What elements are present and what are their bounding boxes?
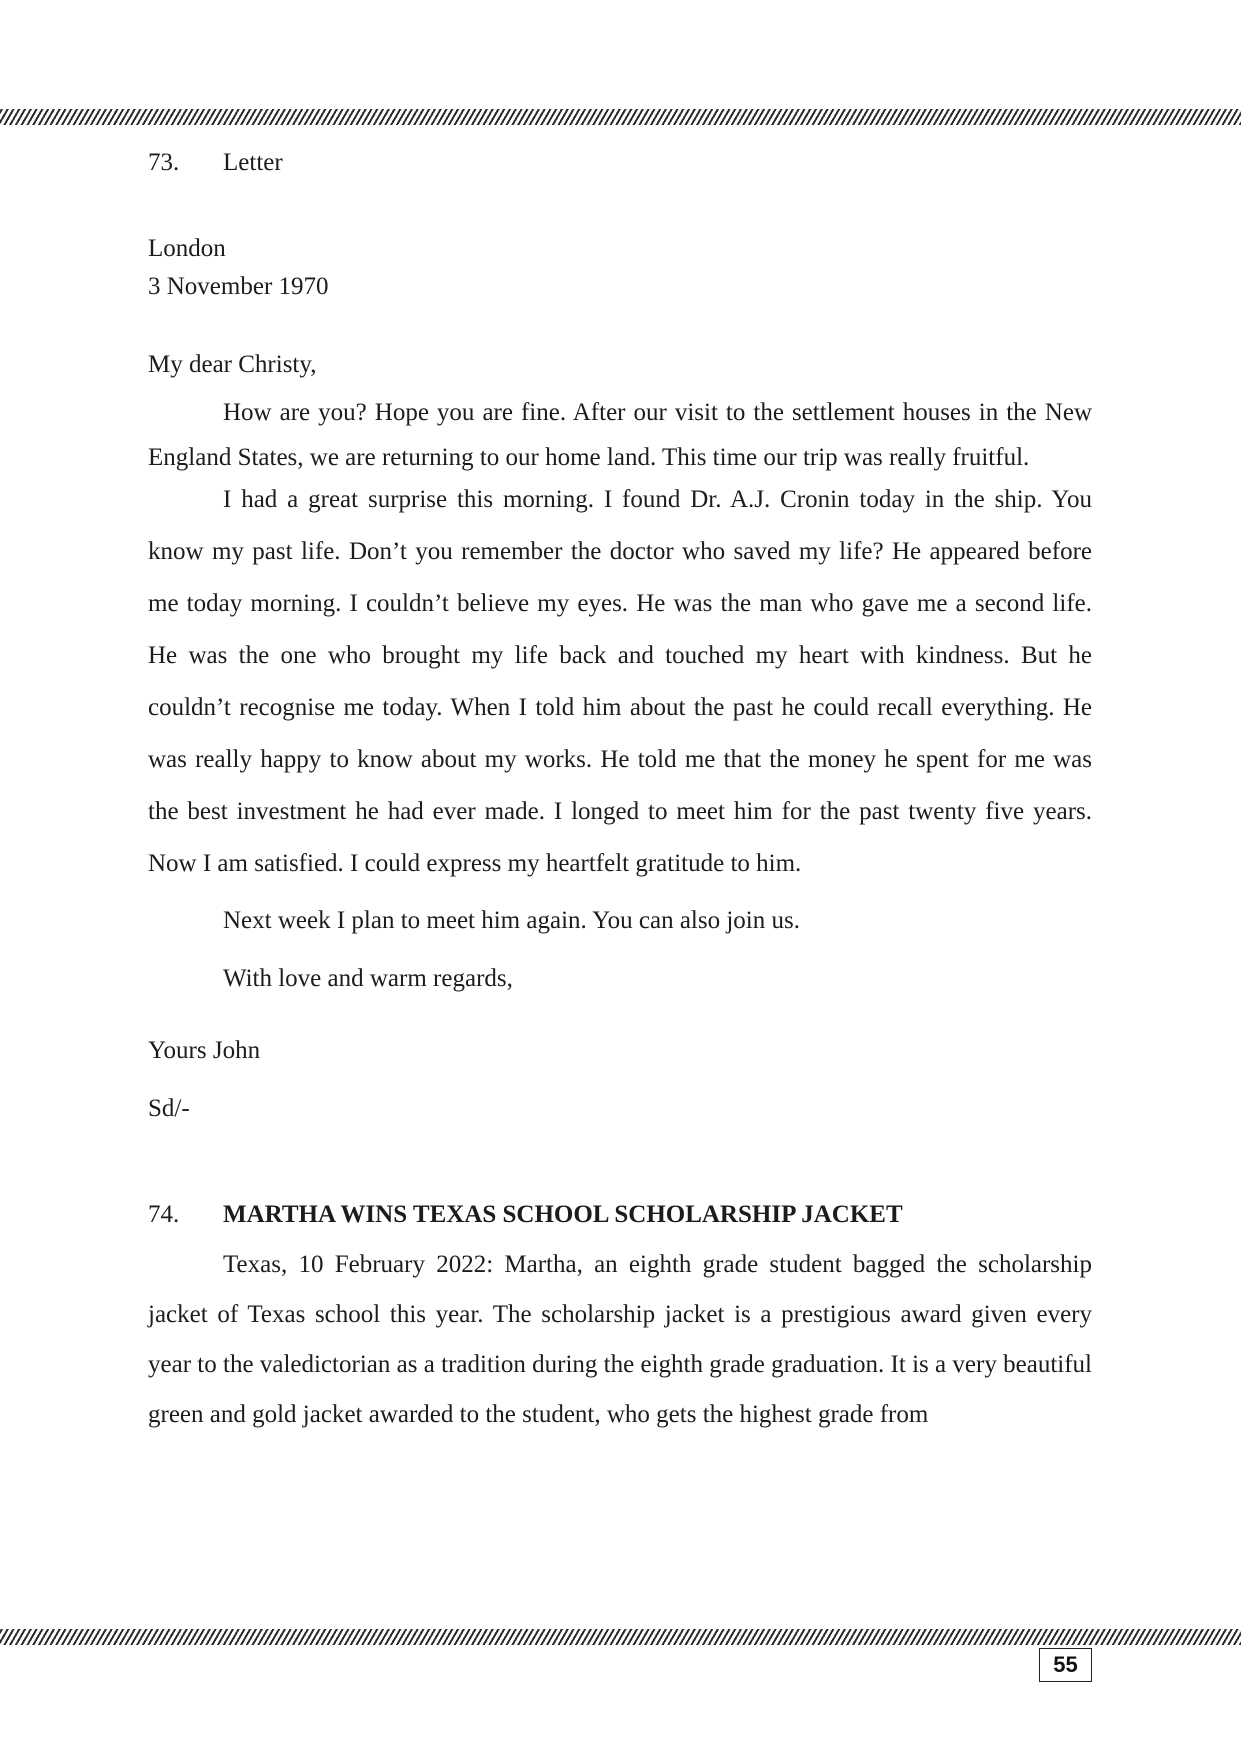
page-content xyxy=(148,144,1092,1440)
top-hatched-rule xyxy=(0,109,1241,125)
letter-place: London xyxy=(148,235,226,262)
page-number: 55 xyxy=(1039,1648,1092,1682)
bottom-hatched-rule xyxy=(0,1629,1241,1645)
letter-signature: Sd/- xyxy=(148,1095,190,1122)
letter-paragraph-1: How are you? Hope you are fine. After our visit to the settlement houses in the New England States, we are returning to our home land. This time our trip was really fruitful. xyxy=(148,399,1092,471)
letter-date: 3 November 1970 xyxy=(148,273,329,300)
section-73-title: Letter xyxy=(223,149,283,176)
letter-paragraph-3: Next week I plan to meet him again. You can also join us. xyxy=(223,907,800,934)
section-73-number: 73. xyxy=(148,149,180,176)
news-paragraph-1: Texas, 10 February 2022: Martha, an eighth grade student bagged the scholarship jacket of Texas school this year. The scholarship jacket is a prestigious award given every year to the valedictorian as a tradition during the eighth grade graduation. It is a very beautiful green and gold jacket awarded to the student, who gets the highest grade from xyxy=(148,1251,1092,1428)
section-74-number: 74. xyxy=(148,1201,180,1228)
letter-salutation: My dear Christy, xyxy=(148,351,317,378)
letter-signoff: Yours John xyxy=(148,1037,261,1064)
section-74-heading xyxy=(148,1196,1092,1234)
letter-closing: With love and warm regards, xyxy=(223,965,513,992)
section-73-heading xyxy=(148,144,1092,182)
section-74-headline: MARTHA WINS TEXAS SCHOOL SCHOLARSHIP JACKET xyxy=(223,1201,903,1228)
letter-paragraph-2: I had a great surprise this morning. I found Dr. A.J. Cronin today in the ship. You know my past life. Don’t you remember the doctor who saved my life? He appeared before me today morning. I couldn’t believe my eyes. He was the man who gave me a second life. He was the one who brought my life back and touched my heart with kindness. But he couldn’t recognise me today. When I told him about the past he could recall everything. He was really happy to know about my works. He told me that the money he spent for me was the best investment he had ever made. I longed to meet him for the past twenty five years. Now I am satisfied. I could express my heartfelt gratitude to him. xyxy=(148,486,1092,877)
